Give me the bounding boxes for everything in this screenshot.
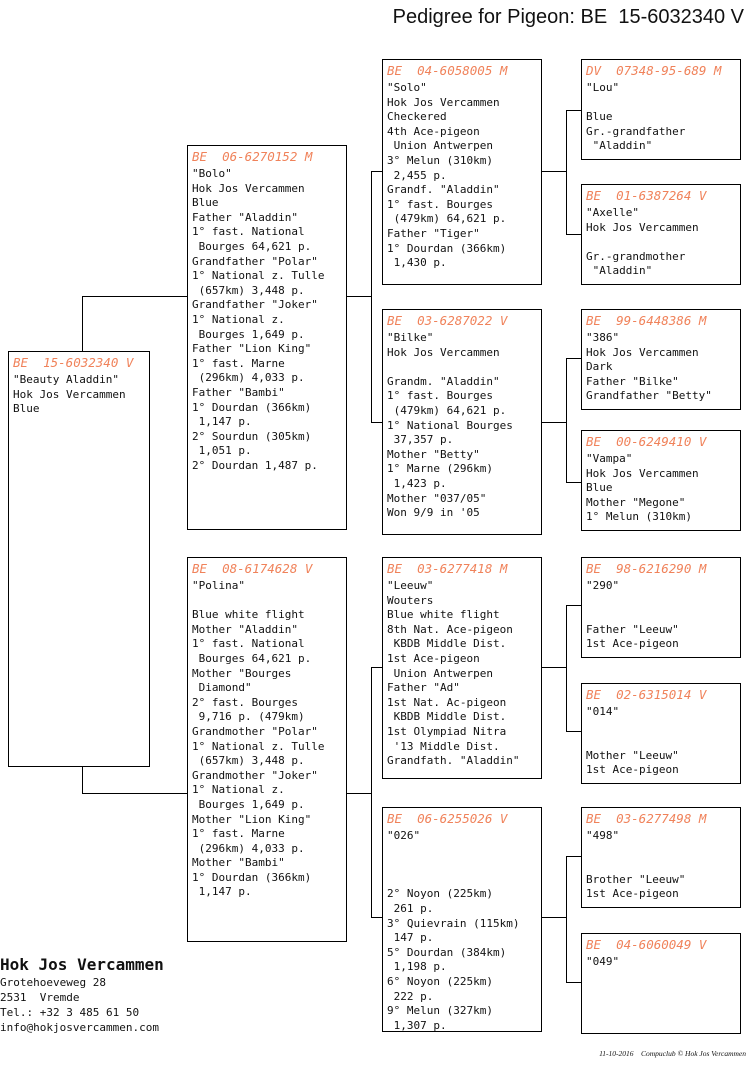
detail-line: Grandm. "Aladdin" [387, 374, 500, 388]
detail-line: 1° National z. [192, 783, 285, 797]
connector-line [371, 667, 372, 918]
pigeon-card-dd-dam [581, 933, 741, 1034]
detail-line: "026" [387, 829, 421, 842]
ring-number: BE 98-6216290 M [586, 561, 707, 576]
detail-line [387, 873, 537, 888]
owner-phone: Tel.: +32 3 485 61 50 [0, 1006, 140, 1019]
pigeon-card-dd-sire [581, 807, 741, 908]
detail-line: Mother "Betty" [387, 447, 480, 461]
detail-line: Mother "Lion King" [192, 812, 312, 826]
detail-line: "Bolo" [192, 167, 232, 180]
connector-line [347, 793, 371, 794]
detail-line: 1° fast. Bourges [387, 197, 493, 211]
pigeon-card-ds-sire [581, 557, 741, 658]
detail-line: Checkered [387, 110, 447, 124]
detail-line: 9,716 p. (479km) [192, 710, 305, 724]
detail-line: 6° Noyon (225km) [387, 974, 493, 988]
detail-line: 1° Dourdan (366km) [387, 241, 507, 255]
pigeon-card-sd-sire [581, 309, 741, 410]
pigeon-details [192, 579, 342, 900]
detail-line: 5° Dourdan (384km) [387, 945, 507, 959]
detail-line: 1st Ace-pigeon [387, 651, 480, 665]
page-title: Pedigree for Pigeon: BE 15-6032340 V [392, 6, 744, 28]
detail-line: 1,147 p. [192, 415, 252, 429]
detail-line: 1° National z. Tulle [192, 739, 325, 753]
detail-line: 1st Ace-pigeon [586, 763, 679, 777]
detail-line: Grandfather "Polar" [192, 254, 318, 268]
detail-line [192, 594, 342, 609]
detail-line: Hok Jos Vercammen [13, 387, 126, 401]
detail-line: 2° Sourdun (305km) [192, 429, 312, 443]
pigeon-details [586, 955, 736, 970]
ring-number: BE 06-6255026 V [387, 811, 508, 826]
connector-line [542, 667, 566, 668]
connector-line [82, 793, 187, 794]
owner-email[interactable]: info@hokjosvercammen.com [0, 1021, 159, 1034]
detail-line: Grandfather "Betty" [586, 389, 712, 403]
connector-line [566, 358, 581, 359]
detail-line: Wouters [387, 593, 434, 607]
detail-line: Hok Jos Vercammen [586, 466, 699, 480]
pigeon-details [586, 705, 736, 778]
detail-line: "Beauty Aladdin" [13, 373, 119, 386]
ring-number: BE 03-6287022 V [387, 313, 508, 328]
owner-address: Grotehoeveweg 28 [0, 976, 106, 989]
detail-line: 1,051 p. [192, 444, 252, 458]
detail-line: Bourges 64,621 p. [192, 651, 312, 665]
connector-line [566, 856, 567, 982]
detail-line: Hok Jos Vercammen [586, 220, 699, 234]
connector-line [566, 856, 581, 857]
connector-line [371, 171, 382, 172]
detail-line: Blue [586, 481, 613, 495]
ring-number: BE 03-6277418 M [387, 561, 508, 576]
detail-line: Father "Lion King" [192, 342, 312, 356]
pigeon-details [192, 167, 342, 473]
detail-line: Bourges 1,649 p. [192, 797, 305, 811]
connector-line [566, 110, 581, 111]
detail-line: 1,423 p. [387, 476, 447, 490]
detail-line: 1,198 p. [387, 960, 447, 974]
detail-line: "Solo" [387, 81, 427, 94]
detail-line: 222 p. [387, 989, 434, 1003]
detail-line: Mother "Bambi" [192, 856, 285, 870]
detail-line: Dark [586, 360, 613, 374]
owner-name: Hok Jos Vercammen [0, 955, 164, 974]
detail-line: Won 9/9 in '05 [387, 506, 480, 520]
pigeon-details [586, 579, 736, 652]
detail-line: 1st Olympiad Nitra [387, 724, 507, 738]
pigeon-details [586, 206, 736, 279]
connector-line [371, 917, 382, 918]
detail-line [387, 360, 537, 375]
connector-line [566, 982, 581, 983]
detail-line: Blue [13, 402, 40, 416]
detail-line: Hok Jos Vercammen [387, 345, 500, 359]
pigeon-details [387, 331, 537, 521]
detail-line: Hok Jos Vercammen [387, 95, 500, 109]
pigeon-details [387, 579, 537, 769]
detail-line: 2° Noyon (225km) [387, 887, 493, 901]
connector-line [82, 767, 83, 793]
detail-line: "Aladdin" [586, 139, 653, 153]
pigeon-details [586, 331, 736, 404]
detail-line [586, 235, 736, 250]
detail-line: Blue [192, 196, 219, 210]
detail-line [387, 844, 537, 859]
detail-line: Father "Bambi" [192, 385, 285, 399]
connector-line [566, 731, 581, 732]
detail-line: "Aladdin" [586, 264, 653, 278]
detail-line: 1° fast. Marne [192, 827, 285, 841]
detail-line: KBDB Middle Dist. [387, 637, 507, 651]
detail-line: Grandmother "Joker" [192, 768, 318, 782]
pigeon-card-dam-dam [382, 807, 542, 1032]
detail-line: Gr.-grandmother [586, 249, 686, 263]
detail-line: 3° Melun (310km) [387, 153, 493, 167]
detail-line: 1° Marne (296km) [387, 462, 493, 476]
detail-line: 2° Dourdan 1,487 p. [192, 458, 318, 472]
detail-line: (479km) 64,621 p. [387, 212, 507, 226]
pigeon-card-subject [8, 351, 150, 767]
pigeon-card-dam [187, 557, 347, 942]
detail-line: 261 p. [387, 901, 434, 915]
ring-number: BE 08-6174628 V [192, 561, 313, 576]
detail-line: (296km) 4,033 p. [192, 371, 305, 385]
detail-line [387, 858, 537, 873]
ring-number: BE 04-6060049 V [586, 937, 707, 952]
owner-info [0, 955, 164, 1035]
detail-line: "290" [586, 579, 620, 592]
detail-line: KBDB Middle Dist. [387, 710, 507, 724]
pigeon-details [586, 452, 736, 525]
detail-line: 1° Melun (310km) [586, 510, 692, 524]
detail-line: Mother "Bourges [192, 666, 292, 680]
detail-line: "Polina" [192, 579, 245, 592]
pigeon-card-sire [187, 145, 347, 530]
connector-line [371, 422, 382, 423]
owner-city: 2531 Vremde [0, 991, 80, 1004]
detail-line: "Leeuw" [387, 579, 434, 592]
detail-line: (296km) 4,033 p. [192, 841, 305, 855]
detail-line: Mother "Leeuw" [586, 748, 679, 762]
detail-line: Union Antwerpen [387, 666, 493, 680]
ring-number: BE 01-6387264 V [586, 188, 707, 203]
detail-line: 1,147 p. [192, 885, 252, 899]
detail-line: 1° National z. [192, 312, 285, 326]
pigeon-card-ss-dam [581, 184, 741, 285]
detail-line: Mother "037/05" [387, 491, 487, 505]
detail-line: Father "Leeuw" [586, 622, 679, 636]
detail-line: "049" [586, 955, 620, 968]
detail-line: 1° fast. Bourges [387, 389, 493, 403]
detail-line: "Lou" [586, 81, 620, 94]
detail-line: "386" [586, 331, 620, 344]
detail-line: 1st Ace-pigeon [586, 637, 679, 651]
pigeon-details [586, 81, 736, 154]
ring-number: BE 15-6032340 V [13, 355, 134, 370]
detail-line [586, 844, 736, 859]
ring-number: BE 06-6270152 M [192, 149, 313, 164]
detail-line: "498" [586, 829, 620, 842]
detail-line: 8th Nat. Ace-pigeon [387, 622, 513, 636]
detail-line: (657km) 3,448 p. [192, 283, 305, 297]
detail-line: Grandmother "Polar" [192, 724, 318, 738]
detail-line [586, 720, 736, 735]
detail-line: Blue [586, 110, 613, 124]
ring-number: BE 02-6315014 V [586, 687, 707, 702]
pigeon-card-ss-sire [581, 59, 741, 160]
ring-number: BE 04-6058005 M [387, 63, 508, 78]
connector-line [371, 667, 382, 668]
ring-number: DV 07348-95-689 M [586, 63, 722, 78]
pigeon-details [387, 829, 537, 1033]
connector-line [542, 422, 566, 423]
pigeon-card-sire-sire [382, 59, 542, 285]
detail-line [586, 96, 736, 111]
connector-line [347, 296, 371, 297]
detail-line: (479km) 64,621 p. [387, 403, 507, 417]
connector-line [82, 296, 187, 297]
detail-line: (657km) 3,448 p. [192, 754, 305, 768]
detail-line: 1° fast. National [192, 225, 305, 239]
detail-line: '13 Middle Dist. [387, 739, 500, 753]
detail-line: 1° fast. National [192, 637, 305, 651]
pigeon-details [586, 829, 736, 902]
detail-line: Father "Ad" [387, 681, 460, 695]
connector-line [82, 296, 83, 351]
connector-line [371, 171, 372, 423]
detail-line [586, 594, 736, 609]
detail-line: 1° Dourdan (366km) [192, 870, 312, 884]
detail-line: Grandfather "Joker" [192, 298, 318, 312]
detail-line: Blue white flight [192, 608, 305, 622]
detail-line: 1,430 p. [387, 256, 447, 270]
detail-line: Grandfath. "Aladdin" [387, 754, 520, 768]
detail-line: "Vampa" [586, 452, 633, 465]
detail-line: 1st Nat. Ac-pigeon [387, 695, 507, 709]
detail-line: Brother "Leeuw" [586, 872, 686, 886]
connector-line [566, 605, 581, 606]
detail-line: Diamond" [192, 681, 252, 695]
detail-line: Hok Jos Vercammen [586, 345, 699, 359]
footer-credit: 11-10-2016 Compuclub © Hok Jos Vercammen [599, 1049, 746, 1058]
detail-line: 2° fast. Bourges [192, 695, 298, 709]
detail-line: Mother "Megone" [586, 495, 686, 509]
detail-line: "Axelle" [586, 206, 639, 219]
detail-line: 2,455 p. [387, 168, 447, 182]
detail-line: Father "Tiger" [387, 226, 480, 240]
pigeon-details [13, 373, 145, 417]
connector-line [566, 110, 567, 234]
connector-line [542, 171, 566, 172]
detail-line: "Bilke" [387, 331, 434, 344]
pigeon-card-sd-dam [581, 430, 741, 531]
detail-line: Union Antwerpen [387, 139, 493, 153]
detail-line: Bourges 1,649 p. [192, 327, 305, 341]
detail-line: 3° Quievrain (115km) [387, 916, 520, 930]
ring-number: BE 99-6448386 M [586, 313, 707, 328]
connector-line [566, 358, 567, 482]
detail-line: "014" [586, 705, 620, 718]
detail-line: 1st Ace-pigeon [586, 887, 679, 901]
detail-line [586, 734, 736, 749]
detail-line: Blue white flight [387, 608, 500, 622]
pigeon-card-sire-dam [382, 309, 542, 535]
detail-line: 1° Dourdan (366km) [192, 400, 312, 414]
detail-line: Father "Bilke" [586, 374, 679, 388]
detail-line: 37,357 p. [387, 433, 454, 447]
detail-line: Bourges 64,621 p. [192, 239, 312, 253]
detail-line: 9° Melun (327km) [387, 1004, 493, 1018]
detail-line: Gr.-grandfather [586, 124, 686, 138]
detail-line: 147 p. [387, 931, 434, 945]
pigeon-details [387, 81, 537, 271]
detail-line: Father "Aladdin" [192, 210, 298, 224]
detail-line: Hok Jos Vercammen [192, 181, 305, 195]
detail-line [586, 858, 736, 873]
detail-line: 4th Ace-pigeon [387, 124, 480, 138]
connector-line [566, 605, 567, 731]
ring-number: BE 00-6249410 V [586, 434, 707, 449]
detail-line: 1,307 p. [387, 1018, 447, 1032]
connector-line [566, 482, 581, 483]
pigeon-card-dam-sire [382, 557, 542, 779]
detail-line: 1° National Bourges [387, 418, 513, 432]
detail-line: 1° fast. Marne [192, 356, 285, 370]
connector-line [566, 234, 581, 235]
detail-line [586, 608, 736, 623]
detail-line: 1° National z. Tulle [192, 269, 325, 283]
detail-line: Grandf. "Aladdin" [387, 183, 500, 197]
ring-number: BE 03-6277498 M [586, 811, 707, 826]
detail-line: Mother "Aladdin" [192, 622, 298, 636]
connector-line [542, 917, 566, 918]
pigeon-card-ds-dam [581, 683, 741, 784]
